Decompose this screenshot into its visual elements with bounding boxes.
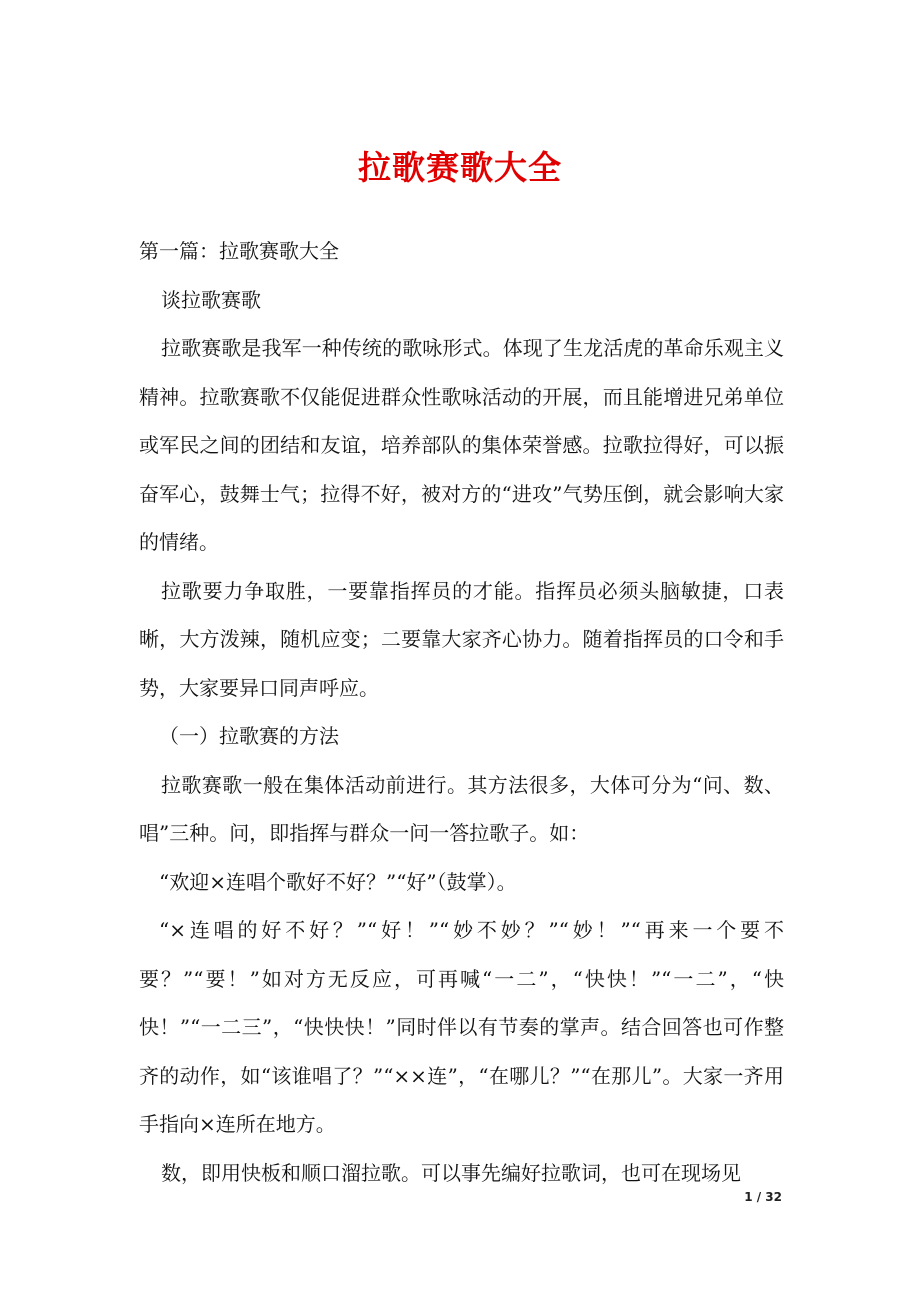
paragraph: “×连唱的好不好？”“好！”“妙不妙？”“妙！”“再来一个要不要？”“要！”如对方无反应，可再喊“一二”，“快快！”“一二”，“快快！”“一二三”，“快快快！”同时伴以有节奏的掌声。结合回答也可作整齐的动作，如“该谁唱了？”“××连”，“在哪儿？”“在那儿”。大家一齐用手指向×连所在地方。 <box>139 918 784 1136</box>
page-number: 1 / 32 <box>744 1190 782 1204</box>
paragraph: 数，即用快板和顺口溜拉歌。可以事先编好拉歌词，也可在现场见 <box>161 1160 741 1185</box>
chapter-heading: 第一篇：拉歌赛歌大全 <box>139 239 339 263</box>
section-heading: 谈拉歌赛歌 <box>161 287 261 312</box>
document-body <box>139 227 784 1197</box>
paragraph: “欢迎×连唱个歌好不好？”“好”（鼓掌）。 <box>159 869 517 894</box>
document-title: 拉歌赛歌大全 <box>358 148 562 187</box>
paragraph: 拉歌赛歌是我军一种传统的歌咏形式。体现了生龙活虎的革命乐观主义精神。拉歌赛歌不仅能促进群众性歌咏活动的开展，而且能增进兄弟单位或军民之间的团结和友谊，培养部队的集体荣誉感。拉歌拉得好，可以振奋军心，鼓舞士气；拉得不好，被对方的“进攻”气势压倒，就会影响大家的情绪。 <box>139 336 784 554</box>
subsection-heading: （一）拉歌赛的方法 <box>159 724 339 748</box>
paragraph: 拉歌赛歌一般在集体活动前进行。其方法很多，大体可分为“问、数、唱”三种。问，即指挥与群众一问一答拉歌子。如： <box>139 772 784 845</box>
paragraph: 拉歌要力争取胜，一要靠指挥员的才能。指挥员必须头脑敏捷，口表晰，大方泼辣，随机应变；二要靠大家齐心协力。随着指挥员的口令和手势，大家要异口同声呼应。 <box>139 578 784 700</box>
